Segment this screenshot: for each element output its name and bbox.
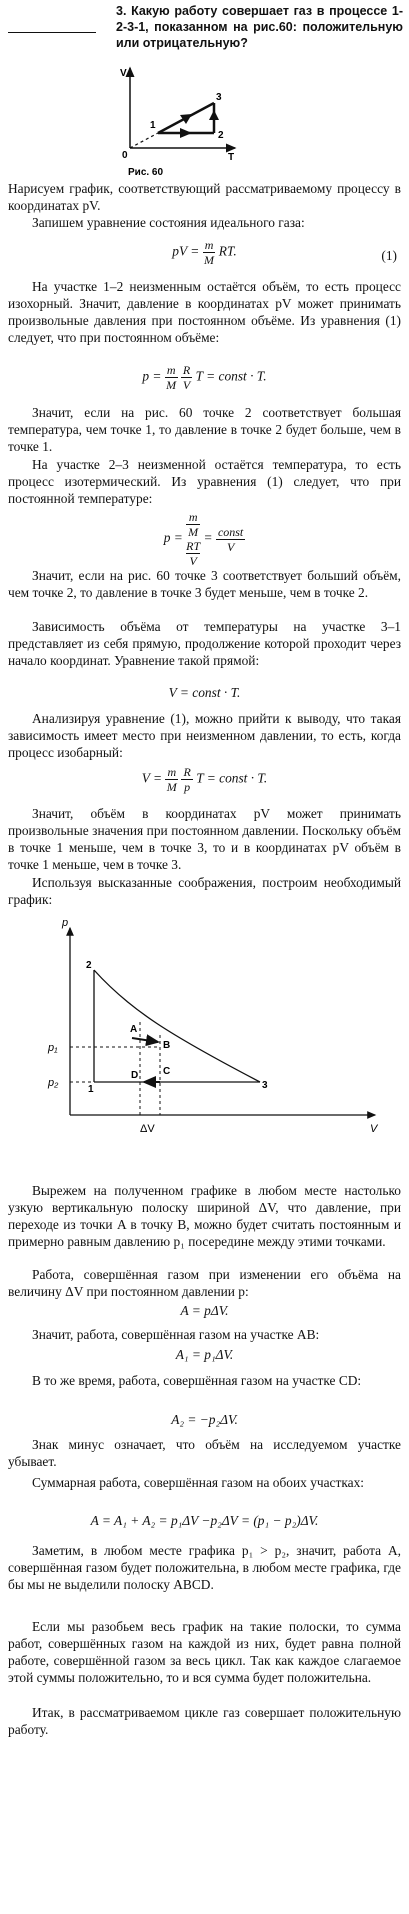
problem-text: Какую работу совершает газ в процессе 1-2-3-1, показанном на рис.60: положительную или отрицательную? [116, 4, 403, 50]
pv-dv-label: ΔV [140, 1123, 155, 1135]
paragraph-3: На участке 1–2 неизменным остаётся объём, то есть процесс изохорный. Значит, давление в координатах pV может принимать произвольные давления при постоянном объёме. Из уравнения (1) следует, что при постоянном объёме: [8, 279, 401, 345]
paragraph-11: Вырежем на полученном графике в любом месте настолько узкую вертикальную полоску шириной ΔV, что давление, при переходе из точки A в точку B, можно будет считать постоянным и примерно равным давлению p₁ посередине между этими точками. [8, 1183, 401, 1249]
equation-9: A = A₁ + A₂ = p₁ΔV −p₂ΔV = (p₁ − p₂)ΔV. [90, 1513, 319, 1528]
paragraph-18: Если мы разобьем весь график на такие полоски, то сумма работ, совершённых газом на каждой из них, будет равна полной работе, совершённой газом за весь цикл. Так как каждое слагаемое этой суммы положительно, то и вся сумма будет положительна. [8, 1619, 401, 1685]
pv-v-label: V [370, 1123, 378, 1135]
equation-2: p = $\frac{m}{M}$ $\frac{R}{V}$ T = const · T. [142, 363, 267, 392]
paragraph-12: Работа, совершённая газом при изменении его объёма на величину ΔV при постоянном давлении p: [8, 1267, 401, 1299]
paragraph-10: Используя высказанные соображения, построим необходимый график: [8, 875, 401, 907]
pv-point-c: C [163, 1066, 171, 1077]
pv-point-2: 2 [86, 960, 92, 971]
arrow-a-b [132, 1038, 158, 1042]
pv-point-b: B [163, 1040, 171, 1051]
pv-p2-label: p₂ [48, 1077, 59, 1089]
pv-point-1: 1 [88, 1084, 94, 1095]
equation-3: p = m M RT V = $\frac{\text{const}}{V}$ [163, 510, 244, 568]
paragraph-9: Значит, объём в координатах pV может принимать произвольные значения при постоянном давлении. Поскольку объём в точке 1 меньше, чем в точке 3, то и в координатах pV объём в точке 1 меньше, чем в точке 3. [8, 806, 401, 872]
paragraph-19: Итак, в рассматриваемом цикле газ совершает положительную работу. [8, 1705, 401, 1737]
paragraph-5: На участке 2–3 неизменной остаётся температура, то есть процесс изотермический. Из уравнения (1) следует, что при постоянной температуре: [8, 457, 401, 506]
fig60-point-3: 3 [216, 92, 222, 103]
paragraph-7: Зависимость объёма от температуры на участке 3–1 представляет из себя прямую, продолжение которой проходит через начало координат. Уравнение такой прямой: [8, 619, 401, 668]
paragraph-14: В то же время, работа, совершённая газом на участке CD: [32, 1373, 362, 1388]
paragraph-15: Знак минус означает, что объём на исследуемом участке убывает. [8, 1437, 401, 1469]
equation-5: V = $\frac{m}{M}$ $\frac{R}{p}$ T = const · T. [141, 765, 268, 794]
paragraph-6: Значит, если на рис. 60 точке 3 соответствует больший объём, чем точке 2, то давление в точке 3 будет меньше, чем в точке 2. [8, 568, 401, 600]
pv-point-a: A [130, 1024, 138, 1035]
fig60-v-label: V [120, 68, 127, 79]
fig60-point-2: 2 [218, 130, 224, 141]
equation-8: A₂ = −p₂ΔV. [171, 1412, 238, 1427]
equation-1: pV = $\frac{m}{M}$ RT. [172, 238, 237, 267]
pv-point-d: D [131, 1070, 139, 1081]
fig60-caption: Рис. 60 [128, 167, 164, 178]
pv-point-3: 3 [262, 1080, 268, 1091]
paragraph-17: Заметим, в любом месте графика p₁ > p₂, значит, работа A, совершённая газом будет положительна, в любом месте графика, где бы мы не выделили полоску ABCD. [8, 1543, 401, 1592]
problem-number: 3. [116, 4, 127, 18]
arrow-2-3 [209, 110, 219, 120]
figure-60 [110, 58, 260, 178]
paragraph-2: Запишем уравнение состояния идеального газа: [32, 215, 305, 230]
extension-line [130, 133, 158, 148]
equation-6: A = pΔV. [180, 1303, 229, 1318]
fig60-origin: 0 [122, 150, 128, 161]
paragraph-4: Значит, если на рис. 60 точке 2 соответствует большая температура, чем точке 1, то давление в точке 2 будет больше, чем в точке 1. [8, 405, 401, 454]
problem-statement [116, 3, 403, 51]
fig60-point-1: 1 [150, 120, 156, 131]
pv-p-label: p [62, 917, 69, 929]
paragraph-1: Нарисуем график, соответствующий рассматриваемому процессу в координатах pV. [8, 181, 401, 213]
figure-pv [20, 910, 400, 1140]
fig60-t-label: T [228, 152, 235, 163]
paragraph-16: Суммарная работа, совершённая газом на обоих участках: [32, 1475, 365, 1490]
equation-1-label: (1) [381, 248, 397, 263]
equation-4: V = const · T. [168, 685, 241, 700]
pv-p1-label: p₁ [48, 1042, 58, 1054]
paragraph-13: Значит, работа, совершённая газом на участке AB: [32, 1327, 320, 1342]
paragraph-8: Анализируя уравнение (1), можно прийти к выводу, что такая зависимость имеет место при неизменном давлении, то есть, когда процесс изобарный: [8, 711, 401, 760]
arrow-1-2 [180, 128, 192, 138]
isotherm-2-3 [94, 970, 260, 1082]
divider-line [8, 32, 96, 33]
equation-7: A₁ = p₁ΔV. [175, 1347, 234, 1362]
